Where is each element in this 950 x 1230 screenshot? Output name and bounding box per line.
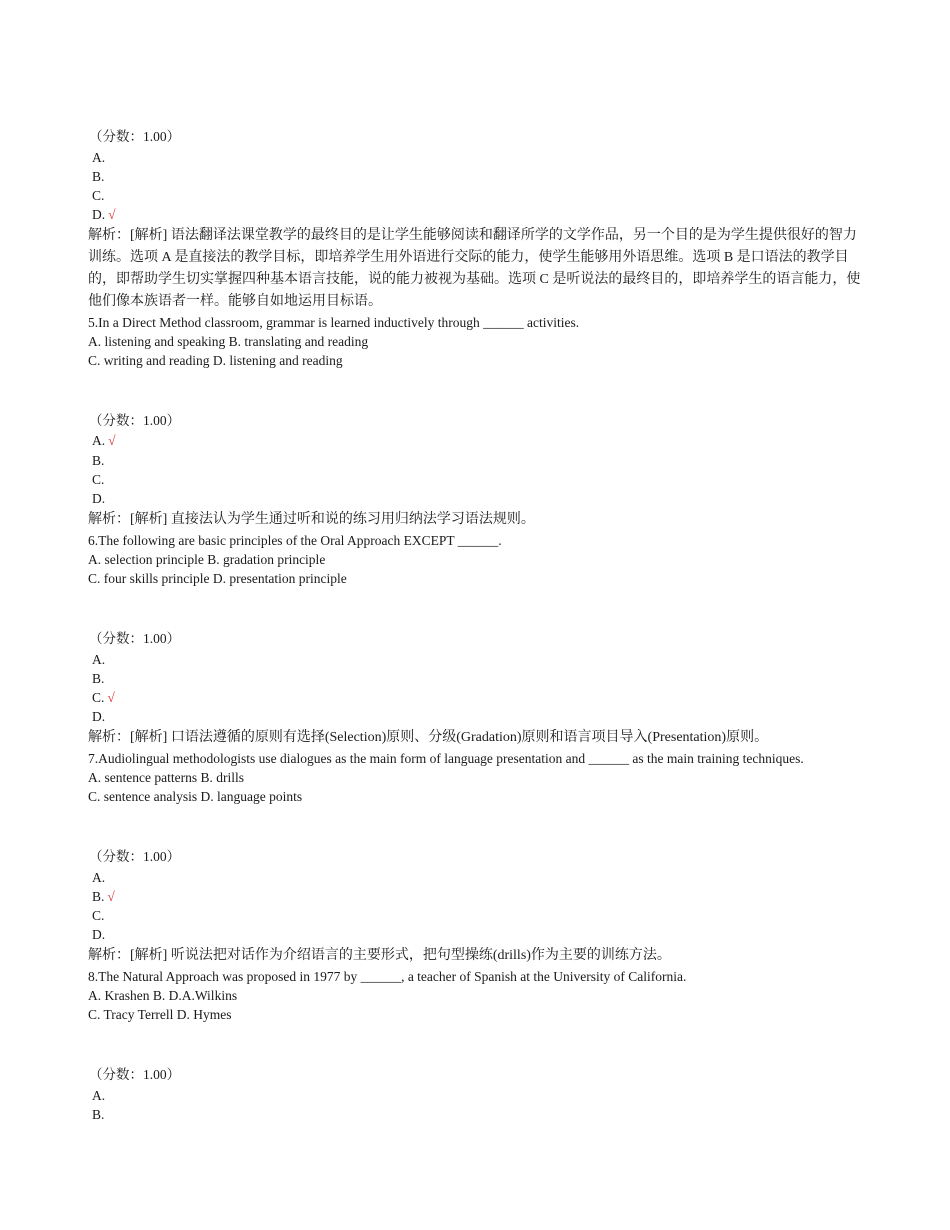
option-a: A. bbox=[92, 433, 106, 448]
choices-line-2: C. writing and reading D. listening and reading bbox=[88, 353, 343, 368]
analysis-text: 解析：[解析] 口语法遵循的原则有选择(Selection)原则、分级(Gradation)原则和语言项目导入(Presentation)原则。 bbox=[88, 730, 769, 745]
option-b: B. bbox=[92, 169, 105, 184]
analysis-text: 解析：[解析] 直接法认为学生通过听和说的练习用归纳法学习语法规则。 bbox=[88, 512, 535, 527]
option-c: C. bbox=[92, 690, 105, 705]
option-d: D. bbox=[92, 207, 106, 222]
option-c: C. bbox=[92, 472, 105, 487]
correct-check-mark: √ bbox=[108, 433, 116, 448]
choices-line-2: C. sentence analysis D. language points bbox=[88, 789, 303, 804]
option-a: A. bbox=[92, 150, 106, 165]
option-b: B. bbox=[92, 453, 105, 468]
option-d: D. bbox=[92, 709, 106, 724]
correct-check-mark: √ bbox=[107, 690, 115, 705]
choices-line-1: A. Krashen B. D.A.Wilkins bbox=[88, 988, 238, 1003]
choices-line-1: A. selection principle B. gradation principle bbox=[88, 552, 326, 567]
question-text: 8.The Natural Approach was proposed in 1977 by ______, a teacher of Spanish at the University of California. bbox=[88, 969, 687, 984]
option-a: A. bbox=[92, 652, 106, 667]
correct-check-mark: √ bbox=[107, 889, 115, 904]
analysis-text: 解析：[解析] 听说法把对话作为介绍语言的主要形式，把句型操练(drills)作为主要的训练方法。 bbox=[88, 948, 671, 963]
option-c: C. bbox=[92, 188, 105, 203]
correct-check-mark: √ bbox=[108, 207, 116, 222]
option-c-row bbox=[92, 688, 115, 707]
option-d: D. bbox=[92, 491, 106, 506]
option-c: C. bbox=[92, 908, 105, 923]
option-a: A. bbox=[92, 1088, 106, 1103]
option-b: B. bbox=[92, 671, 105, 686]
option-a: A. bbox=[92, 870, 106, 885]
score-label: （分数：1.00） bbox=[89, 631, 181, 646]
score-label: （分数：1.00） bbox=[89, 129, 181, 144]
choices-line-1: A. sentence patterns B. drills bbox=[88, 770, 244, 785]
analysis-text: 解析：[解析] 语法翻译法课堂教学的最终目的是让学生能够阅读和翻译所学的文学作品，另一个目的是为学生提供很好的智力训练。选项 A 是直接法的教学目标，即培养学生用外语进行交际的能力，使学生能够用外语思维。选项 B 是口语法的教学目的，即帮助学生切实掌握四种基本语言技能，说的能力被视为基础。选项 C 是听说法的最终目的，即培养学生的语言能力，使他们像本族语者一样。能够自如地运用目标语。 bbox=[88, 228, 861, 309]
question-text: 7.Audiolingual methodologists use dialogues as the main form of language presentation and ______ as the main training techniques. bbox=[88, 751, 804, 766]
score-label: （分数：1.00） bbox=[89, 413, 181, 428]
option-b: B. bbox=[92, 1107, 105, 1122]
option-d: D. bbox=[92, 927, 106, 942]
option-d-row bbox=[92, 205, 116, 224]
option-b-row bbox=[92, 887, 115, 906]
question-text: 6.The following are basic principles of the Oral Approach EXCEPT ______. bbox=[88, 533, 502, 548]
score-label: （分数：1.00） bbox=[89, 1067, 181, 1082]
question-text: 5.In a Direct Method classroom, grammar is learned inductively through ______ activities. bbox=[88, 315, 580, 330]
choices-line-2: C. four skills principle D. presentation principle bbox=[88, 571, 347, 586]
score-label: （分数：1.00） bbox=[89, 849, 181, 864]
choices-line-1: A. listening and speaking B. translating and reading bbox=[88, 334, 369, 349]
option-b: B. bbox=[92, 889, 105, 904]
choices-line-2: C. Tracy Terrell D. Hymes bbox=[88, 1007, 232, 1022]
option-a-row bbox=[92, 431, 116, 450]
